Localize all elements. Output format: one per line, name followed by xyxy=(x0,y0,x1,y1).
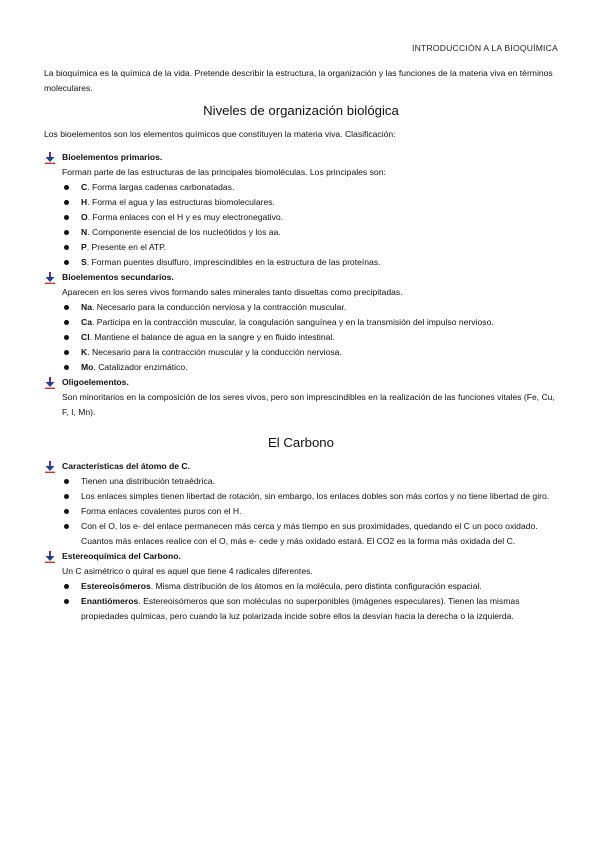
section xyxy=(44,375,558,420)
item-term: Na xyxy=(81,302,92,312)
bullet-dot-icon xyxy=(64,350,69,355)
bullet-dot-icon xyxy=(64,599,69,604)
item-term: H xyxy=(81,197,88,207)
list-item xyxy=(62,240,558,255)
item-text: Forma enlaces covalentes puros con el H. xyxy=(81,506,242,516)
bullet-dot-icon xyxy=(64,524,69,529)
bullet-dot-icon xyxy=(64,230,69,235)
bullet-dot-icon xyxy=(64,260,69,265)
item-text: . Mantiene el balance de agua en la sangre y en fluido intestinal. xyxy=(89,332,335,342)
carbono-sections xyxy=(44,459,558,624)
list-item xyxy=(62,315,558,330)
arrow-bullet-icon xyxy=(44,551,56,563)
bullet-dot-icon xyxy=(64,245,69,250)
arrow-bullet-icon xyxy=(44,272,56,284)
item-text: . Misma distribución de los átomos en la molécula, pero distinta configuración espacial. xyxy=(150,581,482,591)
section-title: Estereoquímica del Carbono. xyxy=(62,551,181,561)
section xyxy=(44,270,558,375)
section-title: Oligoelementos. xyxy=(62,377,129,387)
section-description: Un C asimétrico o quiral es aquel que tiene 4 radicales diferentes. xyxy=(62,566,313,576)
item-text: . Forma enlaces con el H y es muy electronegativo. xyxy=(87,212,284,222)
heading-niveles: Niveles de organización biológica xyxy=(203,103,399,118)
bullet-list xyxy=(62,180,558,270)
item-text: . Catalizador enzimático. xyxy=(93,362,188,372)
bullet-dot-icon xyxy=(64,185,69,190)
item-text: . Forman puentes disulfuro, imprescindibles en la estructura de las proteínas. xyxy=(86,257,381,267)
bullet-dot-icon xyxy=(64,320,69,325)
section-title: Bioelementos secundarios. xyxy=(62,272,174,282)
section-description: Aparecen en los seres vivos formando sales minerales tanto disueltas como precipitadas. xyxy=(62,287,403,297)
list-item xyxy=(62,210,558,225)
section-title: Bioelementos primarios. xyxy=(62,152,163,162)
bullet-dot-icon xyxy=(64,494,69,499)
niveles-sections xyxy=(44,150,558,420)
bullet-dot-icon xyxy=(64,479,69,484)
section-description: Son minoritarios en la composición de los seres vivos, pero son imprescindibles en la realización de las funciones vitales (Fe, Cu, F, I, Mn). xyxy=(62,392,555,417)
item-term: S xyxy=(81,257,87,267)
item-text: . Participa en la contracción muscular, la coagulación sanguínea y en la transmisión del impulso nervioso. xyxy=(92,317,494,327)
section xyxy=(44,150,558,270)
item-text: Con el O, los e- del enlace permanecen más cerca y más tiempo en sus proximidades, quedando el C un poco oxidado. Cuantos más enlaces realice con el O, más e- cede y más oxidado estará. El CO2 es la forma más oxidada del C. xyxy=(81,521,538,546)
item-term: N xyxy=(81,227,88,237)
heading-carbono: El Carbono xyxy=(268,435,334,450)
bullet-dot-icon xyxy=(64,305,69,310)
section xyxy=(44,549,558,624)
arrow-bullet-icon xyxy=(44,377,56,389)
item-text: . Forma el agua y las estructuras biomoleculares. xyxy=(87,197,275,207)
bullet-dot-icon xyxy=(64,584,69,589)
bullet-dot-icon xyxy=(64,335,69,340)
bullet-dot-icon xyxy=(64,215,69,220)
item-term: C xyxy=(81,182,88,192)
bullet-list xyxy=(62,579,558,624)
item-text: . Forma largas cadenas carbonatadas. xyxy=(87,182,235,192)
item-text: . Estereoisómeros que son moléculas no superponibles (imágenes especulares). Tienen las mismas propiedades químicas, pero cuando la luz polarizada incide sobre ellos la desvían hacia la derecha o la izquierda. xyxy=(81,596,520,621)
list-item xyxy=(62,225,558,240)
bullet-list xyxy=(62,474,558,549)
bullet-dot-icon xyxy=(64,509,69,514)
item-text: . Presente en el ATP. xyxy=(86,242,167,252)
list-item xyxy=(62,255,558,270)
intro-paragraph: La bioquímica es la química de la vida. Pretende describir la estructura, la organización y las funciones de la materia viva en términos moleculares. xyxy=(44,68,553,93)
list-item xyxy=(62,330,558,345)
list-item xyxy=(62,180,558,195)
section-title: Características del átomo de C. xyxy=(62,461,190,471)
item-term: P xyxy=(81,242,87,252)
list-item xyxy=(62,345,558,360)
list-item xyxy=(62,300,558,315)
item-text: . Necesario para la conducción nerviosa y la contracción muscular. xyxy=(92,302,347,312)
item-term: Enantiómeros xyxy=(81,596,139,606)
list-item xyxy=(62,489,558,504)
arrow-bullet-icon xyxy=(44,461,56,473)
list-item xyxy=(62,504,558,519)
arrow-bullet-icon xyxy=(44,152,56,164)
running-header: INTRODUCCIÓN A LA BIOQUÍMICA xyxy=(412,43,558,53)
item-text: Los enlaces simples tienen libertad de rotación, sin embargo, los enlaces dobles son más cortos y no tiene libertad de giro. xyxy=(81,491,550,501)
section-description: Forman parte de las estructuras de las principales biomoléculas. Los principales son: xyxy=(62,167,386,177)
item-text: Tienen una distribución tetraédrica. xyxy=(81,476,215,486)
bullet-dot-icon xyxy=(64,200,69,205)
list-item xyxy=(62,195,558,210)
list-item xyxy=(62,579,558,594)
bullet-dot-icon xyxy=(64,365,69,370)
item-term: Estereoisómeros xyxy=(81,581,151,591)
item-term: Mo xyxy=(81,362,94,372)
item-term: Cl xyxy=(81,332,90,342)
item-term: Ca xyxy=(81,317,92,327)
document-body xyxy=(44,66,558,624)
item-text: . Componente esencial de los nucleótidos y los aa. xyxy=(87,227,281,237)
list-item xyxy=(62,519,558,549)
niveles-lead: Los bioelementos son los elementos químicos que constituyen la materia viva. Clasificación: xyxy=(44,129,396,139)
item-text: . Necesario para la contracción muscular y la conducción nerviosa. xyxy=(87,347,342,357)
list-item xyxy=(62,360,558,375)
item-term: K xyxy=(81,347,88,357)
item-term: O xyxy=(81,212,88,222)
list-item xyxy=(62,594,558,624)
list-item xyxy=(62,474,558,489)
section xyxy=(44,459,558,549)
bullet-list xyxy=(62,300,558,375)
